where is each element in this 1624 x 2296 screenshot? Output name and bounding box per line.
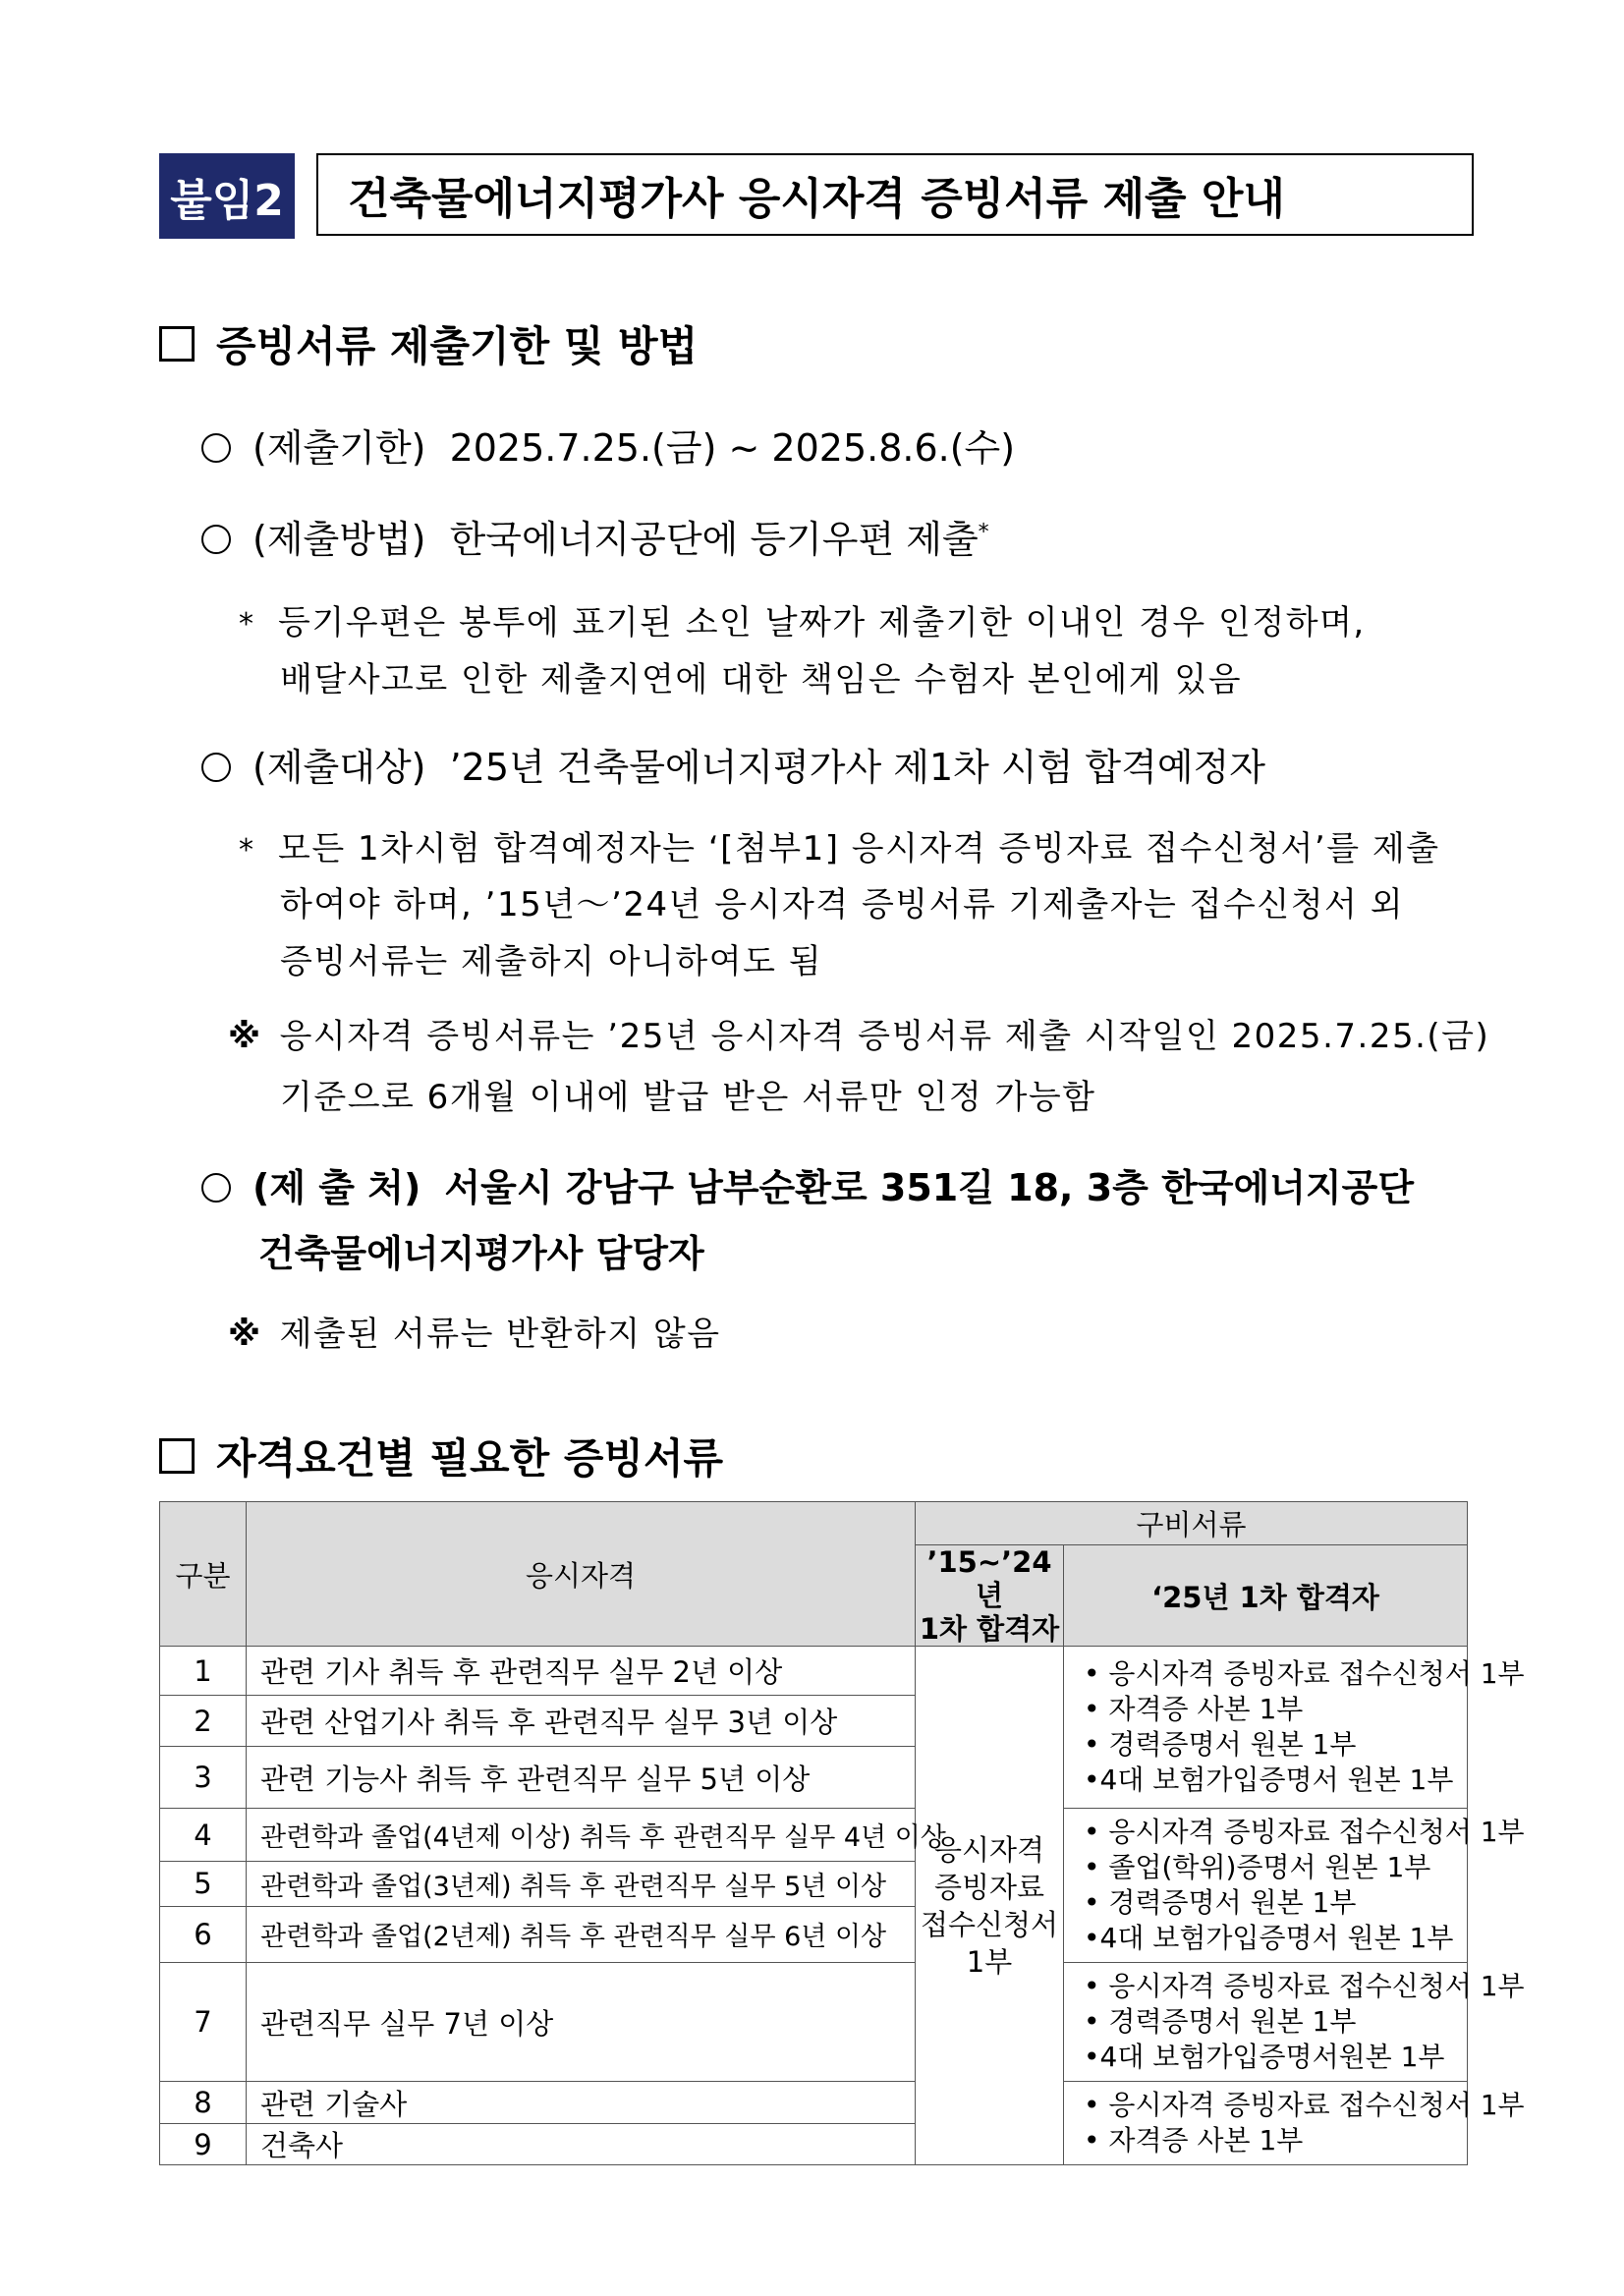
doc-item: • 경력증명서 원본 1부: [1084, 2005, 1357, 2038]
doc-item: • 자격증 사본 1부: [1084, 2124, 1304, 2156]
return-note: [228, 1307, 721, 1355]
header-prev-passers-line1: ’15~’24년: [926, 1545, 1052, 1612]
row-qualification: 관련 산업기사 취득 후 관련직무 실무 3년 이상: [247, 1696, 916, 1747]
method-note-line1: [239, 595, 1366, 644]
place-label: (제 출 처): [252, 1166, 421, 1209]
doc-item: •4대 보험가입증명서 원본 1부: [1084, 1764, 1454, 1796]
method-note-star: *: [239, 607, 255, 642]
method-note-text1: 등기우편은 봉투에 표기된 소인 날짜가 제출기한 이내인 경우 인정하며,: [278, 603, 1366, 643]
row-no: 6: [160, 1906, 247, 1962]
square-bullet-icon: [159, 1438, 195, 1474]
row-qualification: 건축사: [247, 2124, 916, 2165]
doc-item: • 응시자격 증빙자료 접수신청서 1부: [1084, 1657, 1525, 1690]
page-title: 건축물에너지평가사 응시자격 증빙서류 제출 안내: [316, 153, 1474, 236]
row-qualification: 관련학과 졸업(3년제) 취득 후 관련직무 실무 5년 이상: [247, 1862, 916, 1907]
row-no: 8: [160, 2082, 247, 2124]
header-prev-passers-line2: 1차 합격자: [919, 1612, 1060, 1646]
doc-item: • 응시자격 증빙자료 접수신청서 1부: [1084, 1816, 1525, 1848]
row-qualification: 관련 기사 취득 후 관련직무 실무 2년 이상: [247, 1647, 916, 1696]
target-value: ’25년 건축물에너지평가사 제1차 시험 합격예정자: [449, 746, 1265, 789]
prev-docs-line3: 접수신청서: [920, 1907, 1059, 1941]
row-qualification: 관련 기술사: [247, 2082, 916, 2124]
target-note-line3: 증빙서류는 제출하지 아니하여도 됨: [280, 942, 823, 981]
method-note-line2: 배달사고로 인한 제출지연에 대한 책임은 수험자 본인에게 있음: [280, 660, 1243, 700]
validity-note-text1: 응시자격 증빙서류는 ’25년 응시자격 증빙서류 제출 시작일인 2025.7.25.(금): [279, 1017, 1490, 1056]
return-note-text: 제출된 서류는 반환하지 않음: [279, 1315, 721, 1354]
target-note-text1: 모든 1차시험 합격예정자는 ‘[첨부1] 응시자격 증빙자료 접수신청서’를 제출: [278, 829, 1440, 868]
row-qualification: 관련학과 졸업(2년제) 취득 후 관련직무 실무 6년 이상: [247, 1906, 916, 1962]
circle-bullet-icon: [201, 753, 231, 782]
square-bullet-icon: [159, 326, 195, 362]
method-footnote-mark: *: [978, 520, 989, 545]
header-documents: 구비서류: [916, 1502, 1468, 1545]
method-line: [201, 509, 989, 563]
doc-item: • 경력증명서 원본 1부: [1084, 1886, 1357, 1919]
target-label: (제출대상): [252, 746, 426, 789]
header-this-year: ‘25년 1차 합격자: [1064, 1545, 1468, 1647]
section1-heading: [159, 314, 698, 373]
prev-docs-line1: 응시자격: [933, 1832, 1045, 1867]
attachment-badge: 붙임2: [159, 153, 295, 239]
target-note-star: *: [239, 833, 255, 868]
circle-bullet-icon: [201, 433, 231, 463]
row-no: 5: [160, 1862, 247, 1907]
doc-item: • 응시자격 증빙자료 접수신청서 1부: [1084, 1970, 1525, 2002]
method-label: (제출방법): [252, 518, 426, 561]
validity-note-line1: [228, 1009, 1489, 1057]
header-qualification: 응시자격: [247, 1502, 916, 1647]
place-value2: 건축물에너지평가사 담당자: [258, 1232, 704, 1275]
docs-group-1: [1064, 1647, 1525, 1809]
row-qualification: 관련학과 졸업(4년제 이상) 취득 후 관련직무 실무 4년 이상: [247, 1809, 916, 1862]
target-note-line2: 하여야 하며, ’15년～’24년 응시자격 증빙서류 기제출자는 접수신청서 외: [280, 885, 1405, 924]
doc-item: • 자격증 사본 1부: [1084, 1693, 1304, 1725]
target-note-line1: [239, 821, 1440, 869]
doc-item: •4대 보험가입증명서 원본 1부: [1084, 1922, 1454, 1954]
header-category: 구분: [160, 1502, 247, 1647]
doc-item: • 경력증명서 원본 1부: [1084, 1728, 1357, 1761]
header-prev-passers: [916, 1545, 1064, 1647]
validity-note-mark: ※: [228, 1017, 262, 1056]
circle-bullet-icon: [201, 1173, 231, 1203]
row-no: 3: [160, 1747, 247, 1809]
docs-group-4: [1064, 2082, 1525, 2165]
row-qualification: 관련 기능사 취득 후 관련직무 실무 5년 이상: [247, 1747, 916, 1809]
prev-docs-line2: 증빙자료: [933, 1870, 1045, 1904]
row-qualification: 관련직무 실무 7년 이상: [247, 1963, 916, 2082]
place-value1: 서울시 강남구 남부순환로 351길 18, 3층 한국에너지공단: [444, 1166, 1415, 1209]
requirements-table: [159, 1501, 1525, 2165]
row-no: 1: [160, 1647, 247, 1696]
doc-item: • 졸업(학위)증명서 원본 1부: [1084, 1851, 1431, 1883]
return-note-mark: ※: [228, 1315, 262, 1354]
method-value: 한국에너지공단에 등기우편 제출: [449, 518, 979, 561]
deadline-label: (제출기한): [252, 426, 426, 470]
prev-docs-line4: 1부: [966, 1944, 1013, 1979]
section2-heading-text: 자격요건별 필요한 증빙서류: [216, 1434, 724, 1483]
section2-heading: [159, 1427, 723, 1485]
row-no: 9: [160, 2124, 247, 2165]
circle-bullet-icon: [201, 525, 231, 554]
docs-group-3: [1064, 1963, 1525, 2082]
validity-note-line2: 기준으로 6개월 이내에 발급 받은 서류만 인정 가능함: [280, 1078, 1096, 1117]
docs-group-2: [1064, 1809, 1525, 1963]
section1-heading-text: 증빙서류 제출기한 및 방법: [216, 322, 699, 370]
row-no: 7: [160, 1963, 247, 2082]
deadline-value: 2025.7.25.(금) ~ 2025.8.6.(수): [449, 426, 1016, 470]
deadline-line: [201, 418, 1015, 472]
row-no: 2: [160, 1696, 247, 1747]
doc-item: • 응시자격 증빙자료 접수신청서 1부: [1084, 2089, 1525, 2121]
prev-docs-cell: [916, 1647, 1064, 2165]
row-no: 4: [160, 1809, 247, 1862]
place-line: [201, 1157, 1414, 1211]
doc-item: •4대 보험가입증명서원본 1부: [1084, 2041, 1445, 2073]
target-line: [201, 737, 1265, 791]
